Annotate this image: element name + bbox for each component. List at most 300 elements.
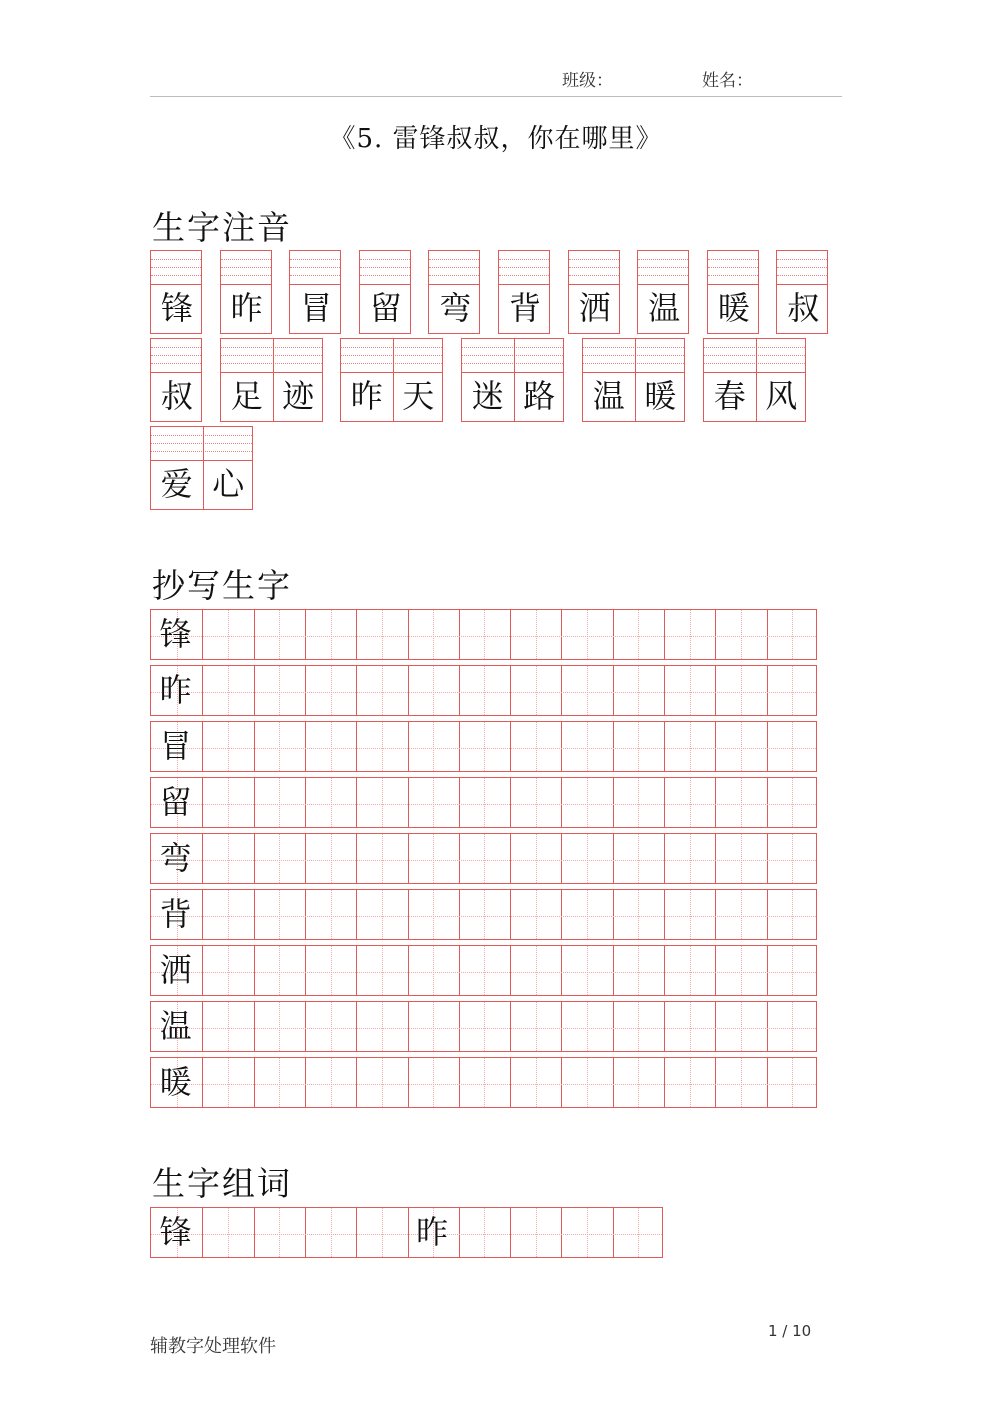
- center-guide-v: [536, 946, 537, 995]
- square-divider: [254, 778, 255, 827]
- square-divider: [767, 890, 768, 939]
- model-char: 留: [159, 783, 192, 821]
- square-divider: [356, 834, 357, 883]
- hanzi-char: 迷: [471, 377, 504, 415]
- center-guide-v: [382, 946, 383, 995]
- square-divider: [715, 890, 716, 939]
- center-guide-v: [331, 666, 332, 715]
- pinyin-band-border: [462, 372, 563, 373]
- center-guide-v: [792, 778, 793, 827]
- center-guide-v: [792, 834, 793, 883]
- center-guide-v: [279, 778, 280, 827]
- square-divider: [613, 890, 614, 939]
- center-guide-v: [536, 834, 537, 883]
- pinyin-box: [289, 250, 341, 334]
- pinyin-box: [428, 250, 480, 334]
- center-guide-v: [228, 946, 229, 995]
- center-guide-v: [331, 722, 332, 771]
- center-guide-v: [331, 1002, 332, 1051]
- pinyin-band-border: [638, 284, 688, 285]
- square-divider: [459, 1208, 460, 1257]
- square-divider: [459, 666, 460, 715]
- square-divider: [664, 666, 665, 715]
- square-divider: [356, 890, 357, 939]
- center-guide-v: [279, 610, 280, 659]
- center-guide-v: [433, 946, 434, 995]
- hanzi-char: 锋: [160, 289, 193, 327]
- hanzi-char: 爱: [160, 465, 193, 503]
- center-guide-h: [151, 916, 816, 917]
- pinyin-box: [150, 250, 202, 334]
- square-divider: [356, 1002, 357, 1051]
- grid-row: [150, 665, 817, 716]
- square-divider: [254, 890, 255, 939]
- hanzi-char: 春: [713, 377, 746, 415]
- pinyin-guide-line: [569, 259, 619, 260]
- square-divider: [254, 610, 255, 659]
- hanzi-char: 足: [230, 377, 263, 415]
- pinyin-guide-line: [221, 363, 322, 364]
- pinyin-guide-line: [341, 347, 442, 348]
- pinyin-guide-line: [638, 275, 688, 276]
- center-guide-v: [690, 1058, 691, 1107]
- center-guide-v: [484, 1208, 485, 1257]
- pinyin-guide-line: [360, 275, 410, 276]
- square-divider: [459, 722, 460, 771]
- model-char: 暖: [159, 1063, 192, 1101]
- pinyin-guide-line: [151, 443, 252, 444]
- pinyin-band-border: [777, 284, 827, 285]
- page-title: 《5. 雷锋叔叔，你在哪里》: [329, 124, 663, 154]
- model-char: 锋: [159, 615, 192, 653]
- square-divider: [305, 610, 306, 659]
- square-divider: [202, 666, 203, 715]
- square-divider: [408, 610, 409, 659]
- hanzi-char: 叔: [160, 377, 193, 415]
- pinyin-box: [498, 250, 550, 334]
- square-divider: [561, 1208, 562, 1257]
- center-guide-v: [382, 1208, 383, 1257]
- square-divider: [613, 610, 614, 659]
- pinyin-guide-line: [221, 347, 322, 348]
- pinyin-band-border: [499, 284, 549, 285]
- pinyin-band-border: [151, 284, 201, 285]
- square-divider: [715, 1058, 716, 1107]
- square-divider: [202, 778, 203, 827]
- pinyin-guide-line: [360, 267, 410, 268]
- center-guide-h: [151, 1028, 816, 1029]
- center-guide-v: [228, 666, 229, 715]
- pinyin-guide-line: [704, 355, 805, 356]
- pinyin-guide-line: [151, 435, 252, 436]
- center-guide-v: [587, 834, 588, 883]
- pinyin-box: [703, 338, 806, 422]
- center-guide-v: [638, 610, 639, 659]
- center-guide-v: [638, 834, 639, 883]
- square-divider: [715, 778, 716, 827]
- center-guide-v: [536, 1208, 537, 1257]
- pinyin-guide-line: [290, 267, 340, 268]
- square-divider: [767, 610, 768, 659]
- page-number: 1 / 10: [768, 1322, 812, 1340]
- hanzi-char: 暖: [717, 289, 750, 327]
- center-guide-v: [690, 666, 691, 715]
- center-guide-v: [484, 722, 485, 771]
- center-guide-v: [741, 1058, 742, 1107]
- center-guide-v: [792, 946, 793, 995]
- center-guide-v: [690, 890, 691, 939]
- pinyin-band-border: [151, 460, 252, 461]
- square-divider: [715, 946, 716, 995]
- square-divider: [459, 778, 460, 827]
- square-divider: [767, 1058, 768, 1107]
- center-guide-v: [279, 834, 280, 883]
- pinyin-guide-line: [360, 259, 410, 260]
- square-divider: [305, 834, 306, 883]
- footer-software: 辅教字处理软件: [150, 1336, 276, 1357]
- pinyin-guide-line: [151, 363, 201, 364]
- square-divider: [613, 666, 614, 715]
- grid-row: [150, 833, 817, 884]
- grid-row: [150, 721, 817, 772]
- center-guide-v: [331, 610, 332, 659]
- pinyin-guide-line: [151, 275, 201, 276]
- center-guide-v: [228, 1002, 229, 1051]
- pinyin-guide-line: [221, 275, 271, 276]
- square-divider: [356, 722, 357, 771]
- square-divider: [254, 1058, 255, 1107]
- center-guide-v: [484, 946, 485, 995]
- square-divider: [715, 834, 716, 883]
- center-guide-v: [433, 1058, 434, 1107]
- center-guide-v: [382, 890, 383, 939]
- square-divider: [408, 722, 409, 771]
- center-guide-v: [279, 722, 280, 771]
- center-guide-v: [484, 666, 485, 715]
- pinyin-band-border: [151, 372, 201, 373]
- center-guide-v: [228, 834, 229, 883]
- square-divider: [408, 1002, 409, 1051]
- center-guide-h: [151, 860, 816, 861]
- pinyin-guide-line: [462, 355, 563, 356]
- center-guide-v: [638, 1002, 639, 1051]
- center-guide-v: [433, 1002, 434, 1051]
- pinyin-guide-line: [499, 267, 549, 268]
- pinyin-guide-line: [151, 267, 201, 268]
- pinyin-box: [150, 338, 202, 422]
- center-guide-v: [587, 722, 588, 771]
- square-divider: [356, 778, 357, 827]
- model-char: 昨: [416, 1213, 449, 1251]
- section-heading-pinyin: 生字注音: [152, 208, 292, 247]
- center-guide-v: [331, 834, 332, 883]
- pinyin-guide-line: [151, 355, 201, 356]
- pinyin-box: [359, 250, 411, 334]
- square-divider: [561, 722, 562, 771]
- pinyin-guide-line: [583, 363, 684, 364]
- square-divider: [767, 1002, 768, 1051]
- pinyin-guide-line: [704, 363, 805, 364]
- square-divider: [408, 890, 409, 939]
- center-guide-h: [151, 636, 816, 637]
- square-divider: [767, 834, 768, 883]
- hanzi-char: 冒: [300, 289, 333, 327]
- hanzi-char: 昨: [230, 289, 263, 327]
- square-divider: [305, 722, 306, 771]
- pinyin-guide-line: [708, 275, 758, 276]
- pinyin-guide-line: [638, 259, 688, 260]
- hanzi-char: 昨: [350, 377, 383, 415]
- center-guide-v: [638, 1208, 639, 1257]
- center-guide-v: [587, 890, 588, 939]
- square-divider: [561, 890, 562, 939]
- pinyin-box: [568, 250, 620, 334]
- pinyin-guide-line: [569, 275, 619, 276]
- hanzi-char: 迹: [282, 377, 315, 415]
- center-guide-v: [690, 1002, 691, 1051]
- pinyin-guide-line: [341, 363, 442, 364]
- hanzi-char: 路: [523, 377, 556, 415]
- square-divider: [356, 1208, 357, 1257]
- grid-row: [150, 889, 817, 940]
- hanzi-char: 风: [765, 377, 798, 415]
- pinyin-guide-line: [462, 363, 563, 364]
- square-divider: [202, 946, 203, 995]
- center-guide-v: [792, 1058, 793, 1107]
- center-guide-v: [536, 890, 537, 939]
- center-guide-v: [536, 1058, 537, 1107]
- pinyin-guide-line: [583, 355, 684, 356]
- model-char: 弯: [159, 839, 192, 877]
- square-divider: [305, 946, 306, 995]
- square-divider: [510, 1058, 511, 1107]
- hanzi-char: 温: [648, 289, 681, 327]
- square-divider: [202, 890, 203, 939]
- square-divider: [305, 890, 306, 939]
- center-guide-v: [792, 890, 793, 939]
- pinyin-guide-line: [499, 275, 549, 276]
- pinyin-guide-line: [708, 259, 758, 260]
- square-divider: [202, 610, 203, 659]
- center-guide-v: [331, 946, 332, 995]
- pinyin-guide-line: [290, 275, 340, 276]
- center-guide-v: [228, 722, 229, 771]
- pinyin-box: [340, 338, 443, 422]
- grid-row: [150, 1001, 817, 1052]
- square-divider: [459, 1002, 460, 1051]
- center-guide-v: [638, 946, 639, 995]
- hanzi-char: 留: [369, 289, 402, 327]
- square-divider: [561, 946, 562, 995]
- pinyin-guide-line: [429, 259, 479, 260]
- center-guide-v: [741, 722, 742, 771]
- square-divider: [510, 722, 511, 771]
- pinyin-box: [637, 250, 689, 334]
- center-guide-v: [741, 946, 742, 995]
- pinyin-band-border: [708, 284, 758, 285]
- center-guide-h: [151, 1084, 816, 1085]
- pinyin-band-border: [583, 372, 684, 373]
- square-divider: [305, 778, 306, 827]
- center-guide-v: [536, 666, 537, 715]
- model-char: 洒: [159, 951, 192, 989]
- square-divider: [202, 1002, 203, 1051]
- center-guide-v: [433, 778, 434, 827]
- class-label: 班级：: [562, 71, 613, 91]
- pinyin-guide-line: [221, 267, 271, 268]
- center-guide-v: [382, 666, 383, 715]
- center-guide-v: [587, 946, 588, 995]
- square-divider: [305, 666, 306, 715]
- square-divider: [305, 1002, 306, 1051]
- center-guide-v: [690, 610, 691, 659]
- center-guide-v: [536, 778, 537, 827]
- square-divider: [202, 1208, 203, 1257]
- square-divider: [715, 666, 716, 715]
- center-guide-v: [536, 1002, 537, 1051]
- pinyin-guide-line: [151, 347, 201, 348]
- square-divider: [459, 946, 460, 995]
- hanzi-char: 天: [402, 377, 435, 415]
- square-divider: [459, 610, 460, 659]
- square-divider: [356, 610, 357, 659]
- square-divider: [715, 722, 716, 771]
- center-guide-v: [279, 1002, 280, 1051]
- hanzi-char: 弯: [439, 289, 472, 327]
- center-guide-v: [587, 1058, 588, 1107]
- center-guide-v: [792, 722, 793, 771]
- center-guide-v: [382, 778, 383, 827]
- pinyin-box: [461, 338, 564, 422]
- square-divider: [254, 946, 255, 995]
- square-divider: [561, 778, 562, 827]
- center-guide-v: [279, 890, 280, 939]
- square-divider: [613, 778, 614, 827]
- square-divider: [408, 946, 409, 995]
- square-divider: [510, 1002, 511, 1051]
- center-guide-v: [587, 1002, 588, 1051]
- square-divider: [664, 722, 665, 771]
- pinyin-guide-line: [708, 267, 758, 268]
- square-divider: [356, 946, 357, 995]
- center-guide-v: [587, 1208, 588, 1257]
- center-guide-v: [433, 666, 434, 715]
- square-divider: [664, 1058, 665, 1107]
- center-guide-v: [228, 1058, 229, 1107]
- pinyin-guide-line: [583, 347, 684, 348]
- square-divider: [459, 890, 460, 939]
- square-divider: [664, 778, 665, 827]
- center-guide-h: [151, 972, 816, 973]
- center-guide-v: [741, 666, 742, 715]
- center-guide-v: [792, 666, 793, 715]
- square-divider: [664, 1002, 665, 1051]
- pinyin-band-border: [360, 284, 410, 285]
- square-divider: [408, 1058, 409, 1107]
- center-guide-v: [484, 890, 485, 939]
- center-guide-v: [484, 1002, 485, 1051]
- center-guide-v: [382, 1058, 383, 1107]
- square-divider: [459, 1058, 460, 1107]
- center-guide-v: [690, 722, 691, 771]
- square-divider: [613, 1058, 614, 1107]
- square-divider: [408, 666, 409, 715]
- pinyin-guide-line: [638, 267, 688, 268]
- model-char: 背: [159, 895, 192, 933]
- square-divider: [408, 778, 409, 827]
- pinyin-guide-line: [499, 259, 549, 260]
- center-guide-v: [690, 946, 691, 995]
- center-guide-v: [228, 890, 229, 939]
- model-char: 冒: [159, 727, 192, 765]
- pinyin-guide-line: [777, 275, 827, 276]
- center-guide-v: [433, 610, 434, 659]
- pinyin-band-border: [221, 284, 271, 285]
- center-guide-v: [638, 666, 639, 715]
- center-guide-v: [228, 1208, 229, 1257]
- square-divider: [561, 834, 562, 883]
- center-guide-v: [484, 778, 485, 827]
- hanzi-char: 背: [508, 289, 541, 327]
- square-divider: [613, 834, 614, 883]
- pinyin-guide-line: [429, 267, 479, 268]
- model-char: 温: [159, 1007, 192, 1045]
- square-divider: [767, 722, 768, 771]
- pinyin-box: [220, 250, 272, 334]
- center-guide-v: [433, 722, 434, 771]
- square-divider: [254, 666, 255, 715]
- square-divider: [202, 834, 203, 883]
- center-guide-v: [690, 778, 691, 827]
- square-divider: [510, 778, 511, 827]
- section-heading-words: 生字组词: [152, 1164, 292, 1203]
- square-divider: [408, 834, 409, 883]
- center-guide-v: [587, 666, 588, 715]
- center-guide-v: [792, 610, 793, 659]
- hanzi-char: 温: [592, 377, 625, 415]
- square-divider: [561, 1002, 562, 1051]
- center-guide-v: [690, 834, 691, 883]
- center-guide-h: [151, 748, 816, 749]
- square-divider: [254, 1208, 255, 1257]
- pinyin-guide-line: [429, 275, 479, 276]
- pinyin-band-border: [569, 284, 619, 285]
- center-guide-v: [587, 610, 588, 659]
- center-guide-h: [151, 804, 816, 805]
- square-divider: [510, 946, 511, 995]
- grid-row: [150, 945, 817, 996]
- square-divider: [613, 1208, 614, 1257]
- center-guide-v: [279, 1208, 280, 1257]
- center-guide-v: [433, 834, 434, 883]
- center-guide-h: [151, 692, 816, 693]
- center-guide-v: [741, 834, 742, 883]
- square-divider: [510, 666, 511, 715]
- square-divider: [356, 666, 357, 715]
- square-divider: [561, 666, 562, 715]
- square-divider: [767, 666, 768, 715]
- center-guide-v: [279, 666, 280, 715]
- pinyin-guide-line: [704, 347, 805, 348]
- center-guide-v: [792, 1002, 793, 1051]
- center-guide-v: [587, 778, 588, 827]
- center-guide-v: [638, 778, 639, 827]
- pinyin-band-border: [429, 284, 479, 285]
- square-divider: [356, 1058, 357, 1107]
- hanzi-char: 洒: [578, 289, 611, 327]
- square-divider: [767, 946, 768, 995]
- square-divider: [613, 722, 614, 771]
